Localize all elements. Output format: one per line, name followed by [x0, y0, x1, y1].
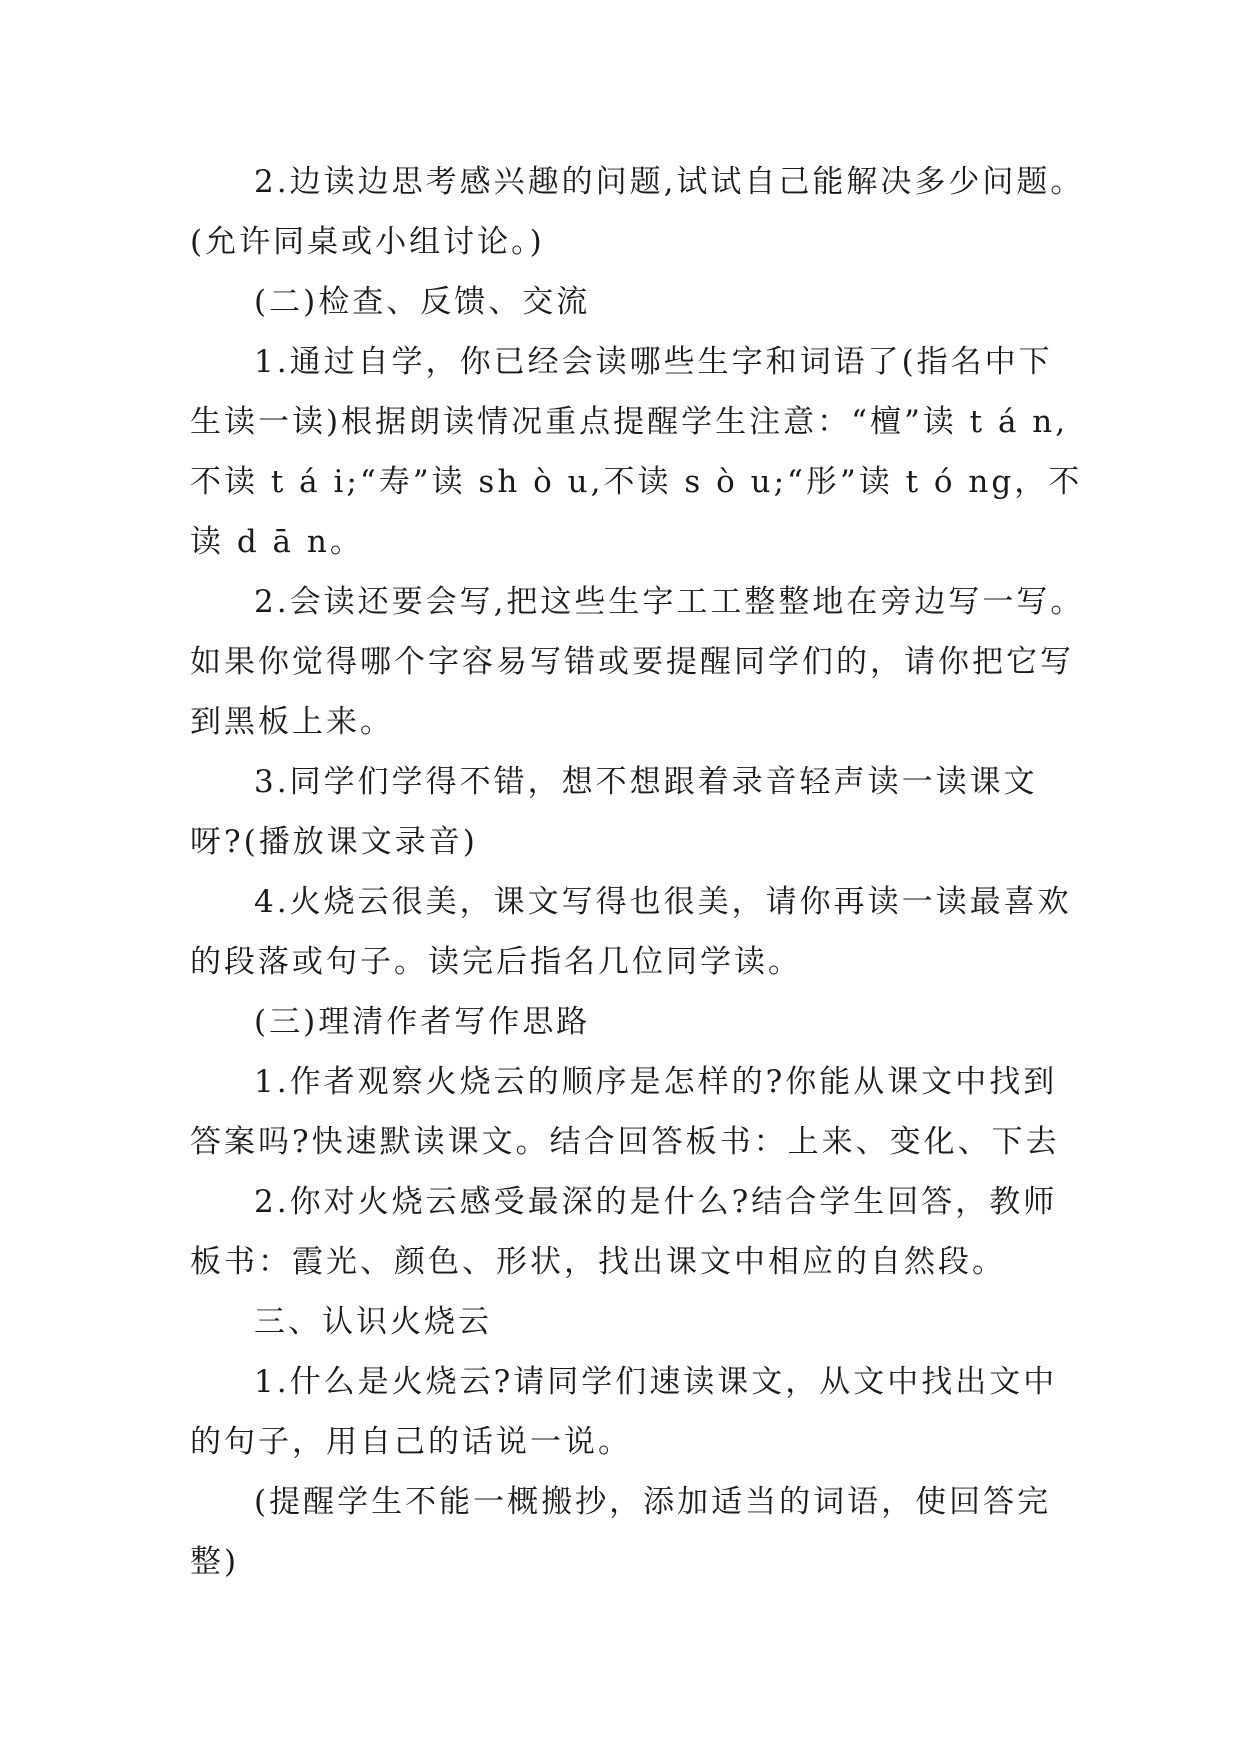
paragraph-line: 不读 t á i;“寿”读 sh ò u,不读 s ò u;“彤”读 t ó ng，不 — [190, 464, 1083, 500]
paragraph-line: 生读一读)根据朗读情况重点提醒学生注意：“檀”读 t á n, — [190, 404, 1069, 440]
paragraph-line: 读 d ā n。 — [190, 524, 364, 560]
paragraph-line: 答案吗?快速默读课文。结合回答板书：上来、变化、下去 — [190, 1124, 1060, 1160]
paragraph-line: 1.通过自学，你已经会读哪些生字和词语了(指名中下 — [254, 344, 1053, 380]
paragraph-line: 的句子，用自己的话说一说。 — [190, 1424, 632, 1460]
paragraph-line: 呀?(播放课文录音) — [190, 824, 478, 860]
paragraph-line: 的段落或句子。读完后指名几位同学读。 — [190, 944, 802, 980]
paragraph-line: (允许同桌或小组讨论。) — [190, 224, 545, 260]
paragraph-line: 如果你觉得哪个字容易写错或要提醒同学们的，请你把它写 — [190, 644, 1074, 680]
paragraph-line: 1.作者观察火烧云的顺序是怎样的?你能从课文中找到 — [254, 1064, 1058, 1100]
paragraph-line: 板书：霞光、颜色、形状，找出课文中相应的自然段。 — [190, 1244, 1006, 1280]
paragraph-line: 3.同学们学得不错，想不想跟着录音轻声读一读课文 — [254, 764, 1038, 800]
paragraph-line: 2.你对火烧云感受最深的是什么?结合学生回答，教师 — [254, 1184, 1058, 1220]
section-heading: 三、认识火烧云 — [254, 1304, 492, 1340]
paragraph-line: 整) — [190, 1544, 240, 1580]
paragraph-line: 4.火烧云很美，课文写得也很美，请你再读一读最喜欢 — [254, 884, 1072, 920]
section-heading: (二)检查、反馈、交流 — [254, 284, 591, 320]
paragraph-line: 2.边读边思考感兴趣的问题,试试自己能解决多少问题。 — [254, 164, 1085, 200]
section-heading: (三)理清作者写作思路 — [254, 1004, 591, 1040]
paragraph-line: (提醒学生不能一概搬抄，添加适当的词语，使回答完 — [254, 1484, 1052, 1520]
paragraph-line: 2.会读还要会写,把这些生字工工整整地在旁边写一写。 — [254, 584, 1085, 620]
paragraph-line: 到黑板上来。 — [190, 704, 394, 740]
paragraph-line: 1.什么是火烧云?请同学们速读课文，从文中找出文中 — [254, 1364, 1058, 1400]
